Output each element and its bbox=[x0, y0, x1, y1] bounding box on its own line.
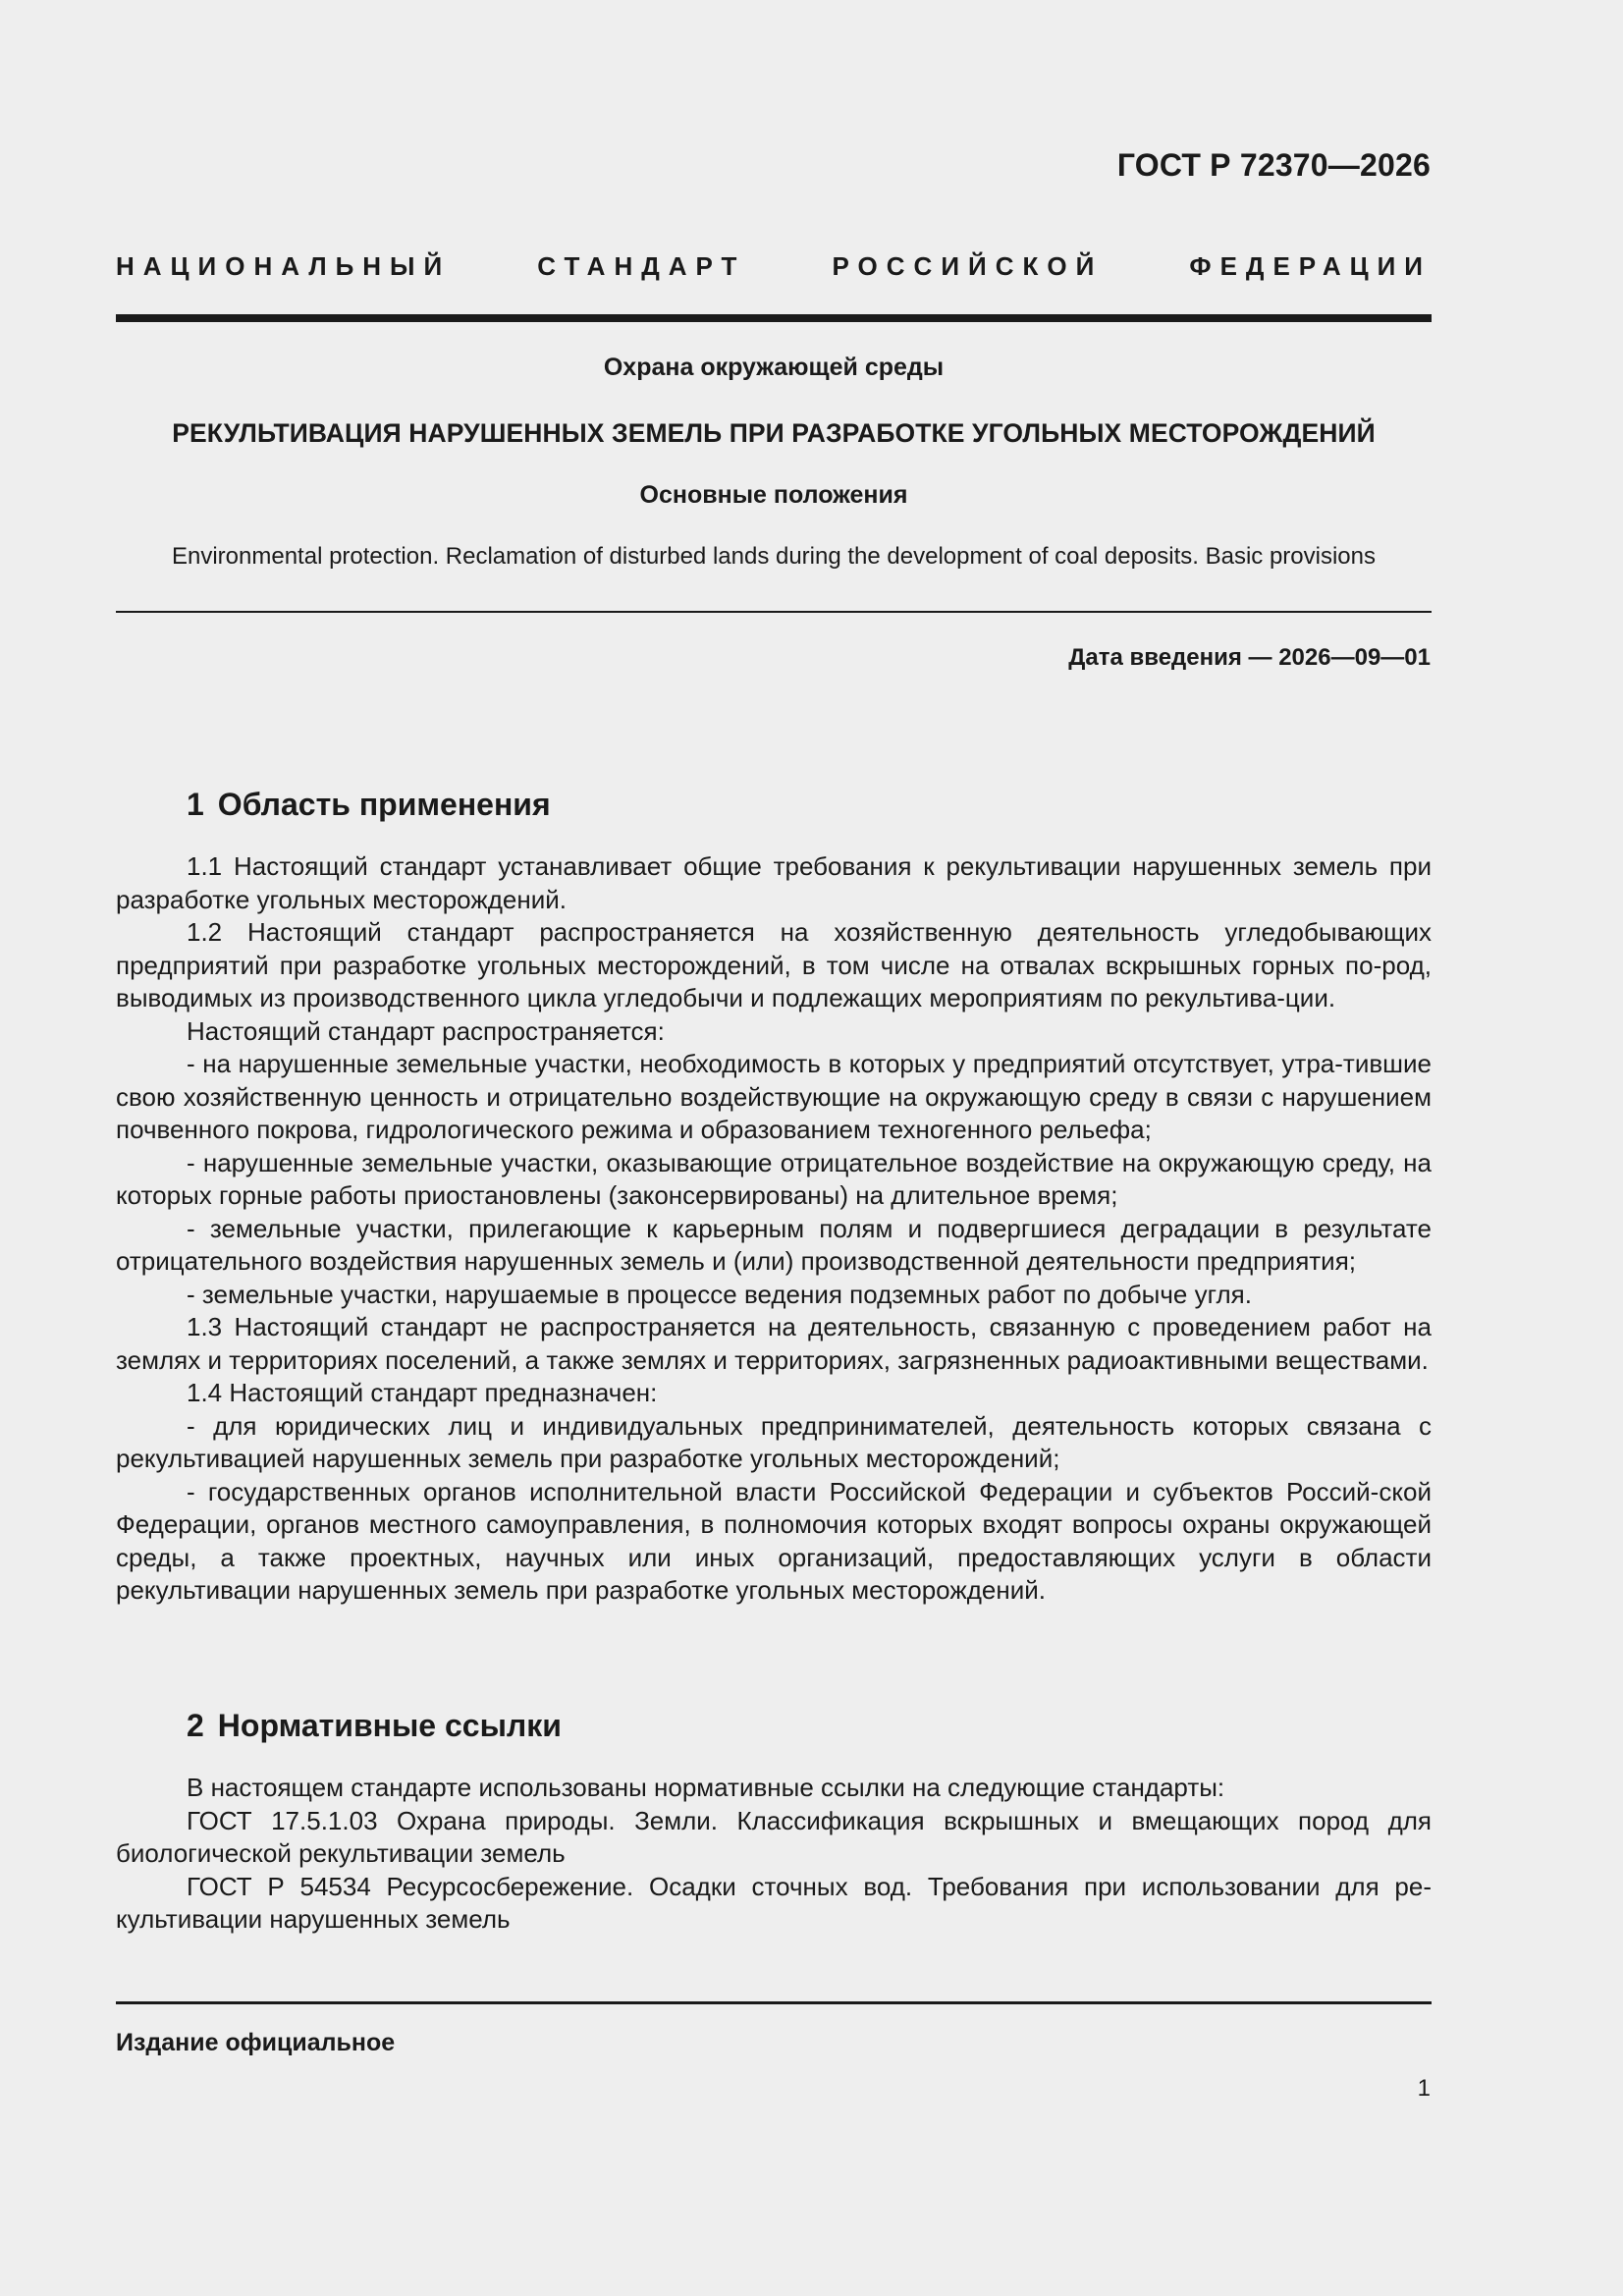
section-number: 2 bbox=[187, 1708, 204, 1743]
section-title: Область применения bbox=[217, 787, 551, 822]
national-standard-caption: НАЦИОНАЛЬНЫЙ СТАНДАРТ РОССИЙСКОЙ ФЕДЕРАЦИИ bbox=[116, 251, 1432, 281]
reference-item: ГОСТ Р 54534 Ресурсосбережение. Осадки сточных вод. Требования при использовании для ре-культивации нарушенных земель bbox=[116, 1871, 1432, 1934]
section-heading bbox=[116, 786, 1432, 823]
introduction-date: Дата введения — 2026—09—01 bbox=[1068, 644, 1431, 671]
section-heading bbox=[116, 1707, 1432, 1744]
paragraph-applies-intro: Настоящий стандарт распространяется: bbox=[187, 1015, 665, 1046]
standard-category: Охрана окружающей среды bbox=[603, 354, 945, 381]
title-rule bbox=[116, 611, 1432, 613]
header-rule bbox=[116, 314, 1432, 322]
section-normative-references bbox=[116, 1707, 1432, 1937]
footer-rule bbox=[116, 2001, 1432, 2004]
list-item: - земельные участки, нарушаемые в процессе ведения подземных работ по добыче угля. bbox=[187, 1279, 1252, 1309]
section-title: Нормативные ссылки bbox=[217, 1708, 562, 1743]
english-title: Environmental protection. Reclamation of disturbed lands during the development of coal deposits. Basic provisions bbox=[171, 543, 1376, 570]
paragraph-1-2: 1.2 Настоящий стандарт распространяется на хозяйственную деятельность угледобывающих предприятий при разработке угольных месторождений, в том числе на отвалах вскрышных горных по-род, выводимых из производственного цикла угледобычи и подлежащих мероприятиям по рекультива-ции. bbox=[116, 917, 1432, 1012]
section-number: 1 bbox=[187, 787, 204, 822]
list-item: - на нарушенные земельные участки, необходимость в которых у предприятий отсутствует, утра-тившие свою хозяйственную ценность и отрицательно воздействующие на окружающую среду в связи с нарушением почвенного покрова, гидрологического режима и образованием техногенного рельефа; bbox=[116, 1049, 1432, 1144]
list-item: - земельные участки, прилегающие к карьерным полям и подвергшиеся деградации в результате отрицательного воздействия нарушенных земель и (или) производственной деятельности предприятия; bbox=[116, 1213, 1432, 1276]
list-item: - государственных органов исполнительной власти Российской Федерации и субъектов Россий-ской Федерации, органов местного самоуправления, в полномочия которых входят вопросы охраны окружающей среды, а также проектных, научных или иных организаций, предоставляющих услуги в области рекультивации нарушенных земель при разработке угольных месторождений. bbox=[116, 1476, 1432, 1605]
document-code: ГОСТ Р 72370—2026 bbox=[1116, 147, 1431, 183]
list-item: - нарушенные земельные участки, оказывающие отрицательное воздействие на окружающую среду, на которых горные работы приостановлены (законсервированы) на длительное время; bbox=[116, 1147, 1432, 1210]
paragraph-1-1: 1.1 Настоящий стандарт устанавливает общие требования к рекультивации нарушенных земель при разработке угольных месторождений. bbox=[116, 851, 1432, 914]
paragraph-1-3: 1.3 Настоящий стандарт не распространяется на деятельность, связанную с проведением работ на землях и территориях поселений, а также землях и территориях, загрязненных радиоактивными веществами. bbox=[116, 1312, 1432, 1375]
standard-subtitle: Основные положения bbox=[639, 481, 908, 509]
section-scope bbox=[116, 786, 1432, 1608]
paragraph-1-4: 1.4 Настоящий стандарт предназначен: bbox=[187, 1378, 658, 1407]
standard-title: РЕКУЛЬТИВАЦИЯ НАРУШЕННЫХ ЗЕМЕЛЬ ПРИ РАЗРАБОТКЕ УГОЛЬНЫХ МЕСТОРОЖДЕНИЙ bbox=[172, 418, 1376, 448]
list-item: - для юридических лиц и индивидуальных предпринимателей, деятельность которых связана с рекультивацией нарушенных земель при разработке угольных месторождений; bbox=[116, 1410, 1432, 1473]
page-number: 1 bbox=[1417, 2075, 1431, 2102]
official-edition-note: Издание официальное bbox=[116, 2029, 396, 2056]
reference-item: ГОСТ 17.5.1.03 Охрана природы. Земли. Классификация вскрышных и вмещающих пород для биологической рекультивации земель bbox=[116, 1805, 1432, 1868]
references-intro: В настоящем стандарте использованы нормативные ссылки на следующие стандарты: bbox=[187, 1773, 1225, 1802]
